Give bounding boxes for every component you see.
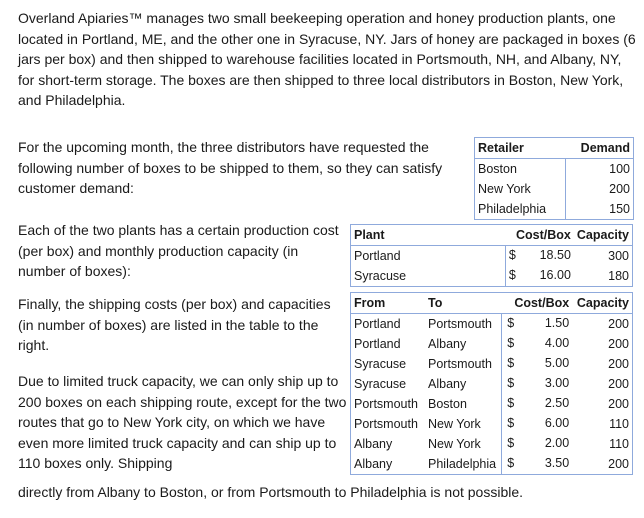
shipping-paragraph: Finally, the shipping costs (per box) and capacities (in number of boxes) are listed in the table to the right. xyxy=(18,296,331,353)
cost-value: 1.50 xyxy=(544,315,570,330)
route-capacity: 200 xyxy=(608,397,629,411)
route-capacity: 110 xyxy=(609,417,629,431)
plant-cost xyxy=(505,246,574,267)
cost-value: 6.00 xyxy=(544,415,570,430)
route-from: Portland xyxy=(354,317,401,331)
plant-capacity: 300 xyxy=(608,249,629,263)
route-to: New York xyxy=(425,414,502,434)
route-from: Portsmouth xyxy=(354,417,418,431)
retailer-name: Philadelphia xyxy=(475,199,566,220)
intro-paragraph: Overland Apiaries™ manages two small beekeeping operation and honey production plants, one located in Portland, ME, and the other one in Syracuse, NY. Jars of honey are packaged in boxes (6 jars per box) and then shipped to warehouse facilities located in Portsmouth, NH, and Albany, NY, for short-term storage. The boxes are then shipped to three local distributors in Boston, New York, and Philadelphia. xyxy=(18,10,636,108)
route-cost xyxy=(502,314,572,335)
capacity-header: Capacity xyxy=(574,225,633,246)
route-to: Philadelphia xyxy=(425,454,502,475)
route-from: Syracuse xyxy=(354,357,407,371)
route-cost xyxy=(502,434,572,454)
currency-symbol: $ xyxy=(507,375,515,390)
route-from: Albany xyxy=(354,437,393,451)
table-row xyxy=(351,266,633,287)
retailer-name: Boston xyxy=(475,159,566,180)
table-row xyxy=(351,246,633,267)
route-capacity: 110 xyxy=(609,437,629,451)
route-to: New York xyxy=(425,434,502,454)
route-capacity: 200 xyxy=(608,317,629,331)
route-from: Portsmouth xyxy=(354,397,418,411)
currency-symbol: $ xyxy=(507,355,515,370)
cost-header: Cost/Box xyxy=(502,293,572,314)
route-rows xyxy=(351,314,633,475)
cost-value: 2.00 xyxy=(544,435,570,450)
currency-symbol: $ xyxy=(507,435,515,450)
plant-cost xyxy=(505,266,574,287)
cost-header: Cost/Box xyxy=(505,225,574,246)
route-to: Albany xyxy=(425,334,502,354)
route-to: Portsmouth xyxy=(425,354,502,374)
currency-symbol: $ xyxy=(507,315,515,330)
table-row xyxy=(351,394,633,414)
route-cost xyxy=(502,334,572,354)
route-from: Albany xyxy=(354,457,393,471)
retailer-demand: 100 xyxy=(609,162,630,176)
cost-value: 5.00 xyxy=(544,355,570,370)
demand-header: Demand xyxy=(566,138,634,159)
table-row xyxy=(475,179,634,199)
plant-name: Portland xyxy=(351,246,506,267)
cost-value: 3.00 xyxy=(544,375,570,390)
table-row xyxy=(351,374,633,394)
route-from: Syracuse xyxy=(354,377,407,391)
table-row xyxy=(351,354,633,374)
cost-value: 16.00 xyxy=(539,267,571,282)
route-capacity: 200 xyxy=(608,337,629,351)
table-row xyxy=(351,454,633,475)
currency-symbol: $ xyxy=(507,455,515,470)
table-row xyxy=(351,334,633,354)
plant-capacity: 180 xyxy=(608,269,629,283)
retailer-header: Retailer xyxy=(475,138,566,159)
to-header: To xyxy=(425,293,502,314)
route-from: Portland xyxy=(354,337,401,351)
retailer-demand: 150 xyxy=(609,202,630,216)
retailer-demand: 200 xyxy=(609,182,630,196)
route-cost xyxy=(502,374,572,394)
table-header-row xyxy=(475,138,634,159)
route-cost xyxy=(502,394,572,414)
cost-value: 18.50 xyxy=(539,247,571,262)
retailer-demand-table xyxy=(474,137,634,220)
currency-symbol: $ xyxy=(507,335,515,350)
route-cost xyxy=(502,414,572,434)
currency-symbol: $ xyxy=(508,247,516,262)
route-capacity: 200 xyxy=(608,377,629,391)
cost-value: 3.50 xyxy=(544,455,570,470)
table-header-row xyxy=(351,293,633,314)
cost-value: 2.50 xyxy=(544,395,570,410)
table-row xyxy=(351,434,633,454)
production-paragraph: Each of the two plants has a certain production cost (per box) and monthly production capacity (in number of boxes): xyxy=(18,222,339,279)
truck-capacity-paragraph: Due to limited truck capacity, we can only ship up to 200 boxes on each shipping route, except for the two routes that go to New York city, on which we have even more limited truck capacity and can ship up to 110 boxes only. Shipping xyxy=(18,373,347,471)
route-to: Albany xyxy=(425,374,502,394)
route-cost xyxy=(502,454,572,475)
table-header-row xyxy=(351,225,633,246)
route-cost xyxy=(502,354,572,374)
route-capacity: 200 xyxy=(608,457,629,471)
currency-symbol: $ xyxy=(507,415,515,430)
route-capacity: 200 xyxy=(608,357,629,371)
table-row xyxy=(475,199,634,220)
shipping-routes-table xyxy=(350,292,633,475)
plant-header: Plant xyxy=(351,225,506,246)
table-row xyxy=(475,159,634,180)
from-header: From xyxy=(351,293,426,314)
plant-cost-table xyxy=(350,224,633,287)
currency-symbol: $ xyxy=(507,395,515,410)
currency-symbol: $ xyxy=(508,267,516,282)
table-row xyxy=(351,414,633,434)
route-to: Portsmouth xyxy=(425,314,502,335)
capacity-header: Capacity xyxy=(572,293,632,314)
table-row xyxy=(351,314,633,335)
demand-paragraph: For the upcoming month, the three distributors have requested the following number of boxes to be shipped to them, so they can satisfy customer demand: xyxy=(18,139,443,196)
route-to: Boston xyxy=(425,394,502,414)
route-restriction-line: directly from Albany to Boston, or from Portsmouth to Philadelphia is not possible. xyxy=(18,484,524,500)
cost-value: 4.00 xyxy=(544,335,570,350)
plant-name: Syracuse xyxy=(351,266,506,287)
retailer-name: New York xyxy=(475,179,566,199)
